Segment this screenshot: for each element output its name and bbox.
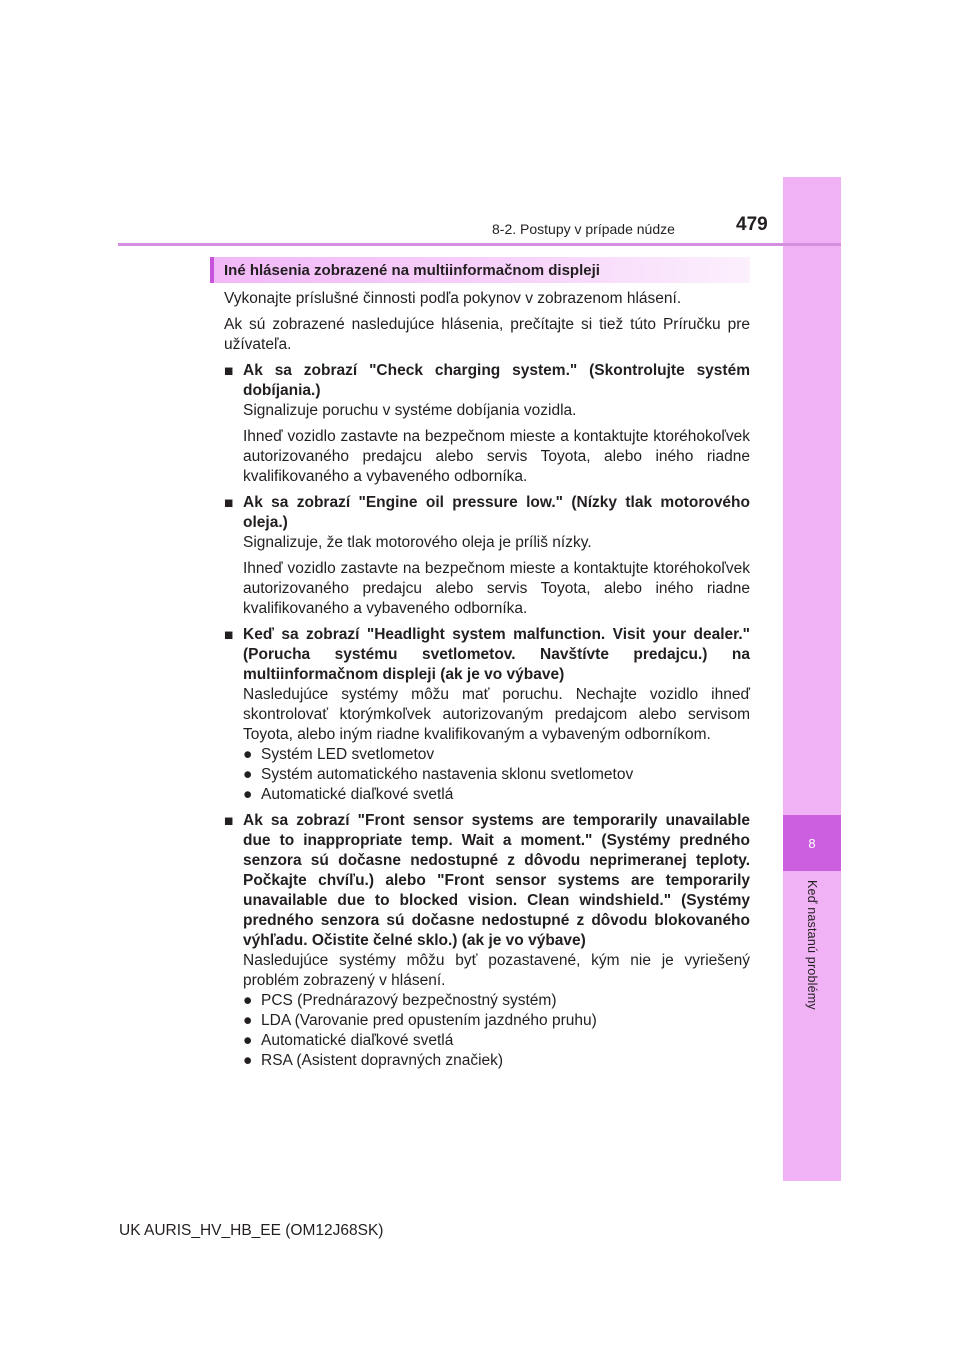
box-heading [210,257,750,283]
chapter-title-vertical [783,880,841,1040]
list-item: ● PCS (Prednárazový bezpečnostný systém) [243,992,557,1009]
list-item: ● Automatické diaľkové svetlá [243,786,454,803]
list-item: ● Systém LED svetlometov [243,746,435,763]
list-item: ● LDA (Varovanie pred opustením jazdného pruhu) [243,1012,597,1029]
square-bullet-icon: ■ [224,813,234,830]
list-item: ● Systém automatického nastavenia sklonu svetlometov [243,766,634,783]
section-heading: ■ Ak sa zobrazí "Check charging system." (Skontrolujte systém dobíjania.) [224,362,750,399]
round-bullet-icon: ● [243,1032,253,1049]
page-number: 479 [736,214,768,235]
square-bullet-icon: ■ [224,495,234,512]
section-paragraph: Ihneď vozidlo zastavte na bezpečnom mieste a kontaktujte ktoréhokoľvek autorizovaného predajcu alebo servis Toyota, alebo iného riadne kvalifikovaného a vybaveného odborníka. [243,428,750,485]
square-bullet-icon: ■ [224,627,234,644]
box-heading-text: Iné hlásenia zobrazené na multiinformačnom displeji [224,261,600,279]
section-paragraph: Nasledujúce systémy môžu byť pozastavené, kým nie je vyriešený problém zobrazený v hlásení. [243,952,750,989]
main-content [224,289,750,1071]
round-bullet-icon: ● [243,766,253,783]
section-title: 8-2. Postupy v prípade núdze [492,221,675,237]
section-heading: ■ Ak sa zobrazí "Front sensor systems are temporarily unavailable due to inappropriate temp. Wait a moment." (Systémy predného senzora sú dočasne nedostupné z dôvodu neprimeranej teploty. Počkajte chvíľu.) alebo "Front sensor systems are temporarily unavailable due to blocked vision. Clean windshield." (Systémy predného senzora sú dočasne nedostupné z dôvodu blokovaného výhľadu. Očistite čelné sklo.) (ak je vo výbave) [224,812,750,949]
round-bullet-icon: ● [243,786,253,803]
round-bullet-icon: ● [243,992,253,1009]
intro-paragraph: Vykonajte príslušné činnosti podľa pokynov v zobrazenom hlásení. [224,290,682,307]
square-bullet-icon: ■ [224,363,234,380]
section-paragraph: Ihneď vozidlo zastavte na bezpečnom mieste a kontaktujte ktoréhokoľvek autorizovaného predajcu alebo servis Toyota, alebo iného riadne kvalifikovaného a vybaveného odborníka. [243,560,750,617]
header-divider [118,243,841,246]
list-item: ● Automatické diaľkové svetlá [243,1032,454,1049]
round-bullet-icon: ● [243,746,253,763]
chapter-number: 8 [783,815,841,871]
intro-paragraph: Ak sú zobrazené nasledujúce hlásenia, prečítajte si tiež túto Príručku pre užívateľa. [224,316,750,353]
section-heading: ■ Keď sa zobrazí "Headlight system malfunction. Visit your dealer." (Porucha systému svetlometov. Navštívte predajcu.) na multiinformačnom displeji (ak je vo výbave) [224,626,750,683]
section-paragraph: Nasledujúce systémy môžu mať poruchu. Nechajte vozidlo ihneď skontrolovať ktorýmkoľvek autorizovaným predajcom alebo servisom Toyota, alebo iným riadne kvalifikovaným a vybaveným odborníkom. [243,686,750,743]
footer-model-code: UK AURIS_HV_HB_EE (OM12J68SK) [119,1222,384,1239]
section-paragraph: Signalizuje poruchu v systéme dobíjania vozidla. [243,402,577,419]
round-bullet-icon: ● [243,1012,253,1029]
round-bullet-icon: ● [243,1052,253,1069]
chapter-title: Keď nastanú problémy [805,880,819,1010]
section-heading: ■ Ak sa zobrazí "Engine oil pressure low." (Nízky tlak motorového oleja.) [224,494,750,531]
section-paragraph: Signalizuje, že tlak motorového oleja je príliš nízky. [243,534,592,551]
list-item: ● RSA (Asistent dopravných značiek) [243,1052,504,1069]
